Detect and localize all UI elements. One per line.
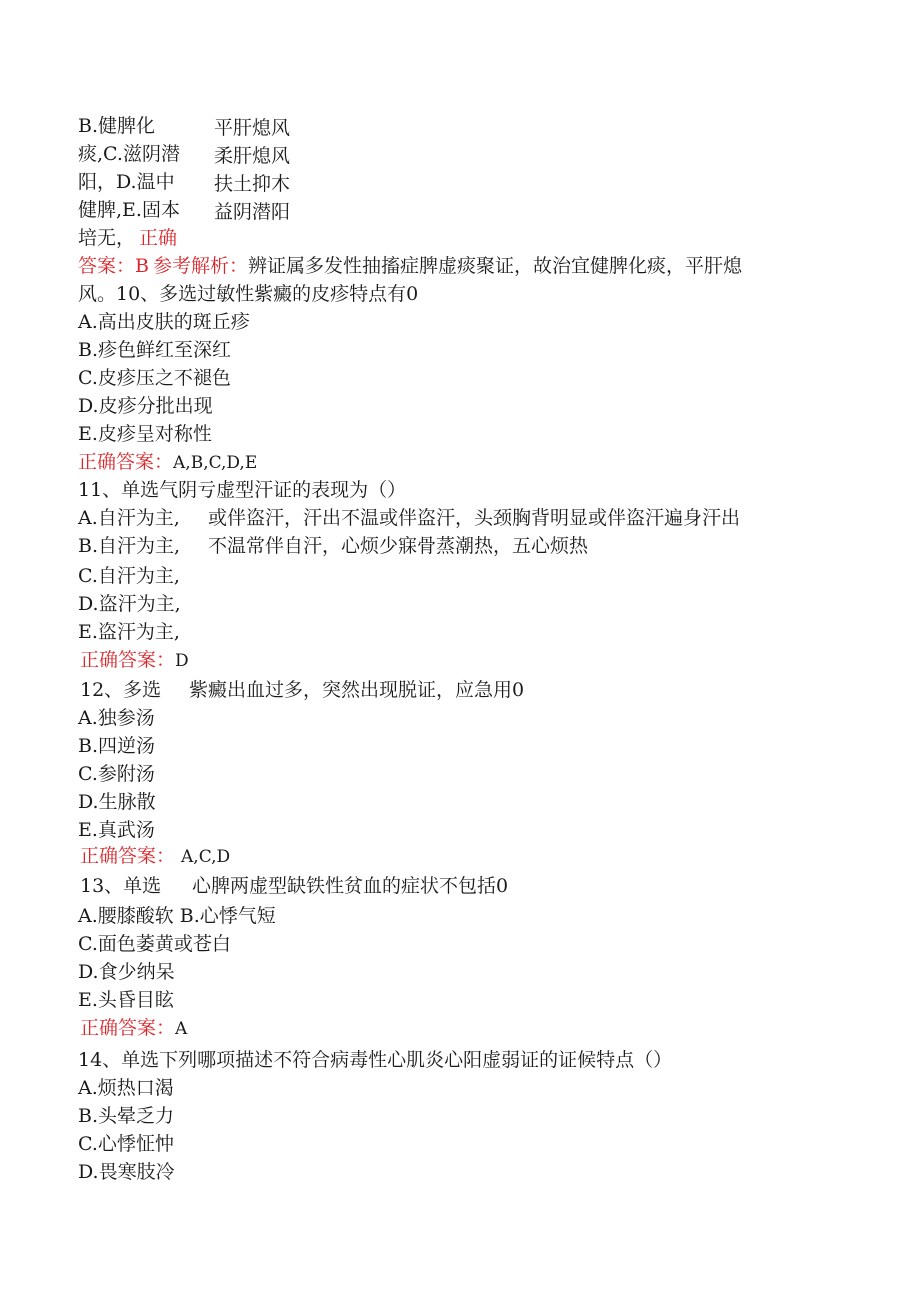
q11-option-b: B.自汗为主, — [78, 535, 181, 557]
q12-title: 紫癜出血过多，突然出现脱证，应急用0 — [189, 679, 525, 701]
q12-option-d: D.生脉散 — [78, 791, 156, 813]
q12-option-a: A.独参汤 — [78, 707, 155, 729]
q10-option-a: A.高出皮肤的斑丘疹 — [78, 311, 250, 333]
q11-option-a-extra: 或伴盗汗，汗出不温或伴盗汗，头颈胸背明显或伴盗汗遍身汗出 — [208, 507, 741, 529]
q10-option-b: B.疹色鲜红至深红 — [78, 339, 232, 361]
q14-option-d: D.畏寒肢冷 — [78, 1161, 175, 1183]
q10-answer-line — [78, 449, 257, 476]
q9-right-line-3: 扶土抑木 — [214, 173, 291, 195]
q9-left-line-3: 阳，D.温中 — [78, 171, 175, 193]
q9-right-line-2: 柔肝熄风 — [214, 145, 291, 167]
q11-title: 11、单选气阴亏虚型汗证的表现为（） — [78, 479, 407, 501]
q13-option-c: C.面色萎黄或苍白 — [78, 933, 231, 955]
q14-option-b: B.头晕乏力 — [78, 1105, 175, 1127]
q9-answer-label: 答案： — [78, 255, 136, 277]
q9-left-text: 培无， — [78, 227, 136, 249]
q11-answer-line — [80, 647, 189, 674]
q9-answer-line — [78, 253, 742, 279]
q12-answer-label: 正确答案： — [80, 845, 176, 867]
q9-right-line-1: 平肝熄风 — [214, 117, 291, 139]
q11-answer-label: 正确答案： — [80, 649, 176, 671]
q9-correct-label: 正确 — [139, 227, 178, 249]
q9-left-line-2: 痰,C.滋阴潜 — [78, 143, 180, 165]
q11-option-c: C.自汗为主, — [78, 565, 180, 587]
q9-right-line-4: 益阴潜阳 — [214, 201, 291, 223]
q12-option-c: C.参附汤 — [78, 763, 155, 785]
q13-answer-label: 正确答案： — [80, 1017, 176, 1039]
q9-analysis-text: 辨证属多发性抽搐症脾虚痰聚证，故治宜健脾化痰，平肝熄 — [248, 255, 743, 277]
q11-option-b-extra: 不温常伴自汗，心烦少寐骨蒸潮热，五心烦热 — [208, 535, 589, 557]
q13-option-e: E.头昏目眩 — [78, 989, 174, 1011]
q12-option-b: B.四逆汤 — [78, 735, 156, 757]
q14-option-a: A.烦热口渴 — [78, 1077, 174, 1099]
q13-number: 13、单选 — [80, 875, 162, 897]
q11-answer-value: D — [175, 651, 189, 671]
q10-answer-label: 正确答案： — [78, 451, 174, 473]
q13-answer-line — [80, 1015, 187, 1042]
q11-option-e: E.盗汗为主, — [78, 621, 180, 643]
q12-answer-line — [80, 843, 230, 870]
q10-answer-value: A,B,C,D,E — [173, 453, 258, 473]
q12-option-e: E.真武汤 — [78, 819, 155, 841]
q10-option-e: E.皮疹呈对称性 — [78, 423, 212, 445]
q9-left-line-5 — [78, 225, 177, 251]
q9-left-line-1: B.健脾化 — [78, 115, 156, 137]
q12-answer-value: A,C,D — [181, 847, 231, 867]
q10-option-d: D.皮疹分批出现 — [78, 395, 213, 417]
q11-option-d: D.盗汗为主, — [78, 593, 181, 615]
q9-analysis-cont: 风。10、多选过敏性紫癜的皮疹特点有0 — [78, 283, 419, 305]
q9-answer-value: B — [135, 255, 149, 277]
q11-option-a: A.自汗为主, — [78, 507, 180, 529]
q13-option-ab: A.腰膝酸软 B.心悸气短 — [78, 905, 276, 927]
q13-answer-value: A — [175, 1019, 188, 1039]
q14-title: 14、单选下列哪项描述不符合病毒性心肌炎心阳虚弱证的证候特点（） — [78, 1049, 673, 1071]
q13-title: 心脾两虚型缺铁性贫血的症状不包括0 — [192, 875, 509, 897]
q9-analysis-label: 参考解析： — [152, 255, 248, 277]
q10-option-c: C.皮疹压之不褪色 — [78, 367, 231, 389]
q14-option-c: C.心悸怔忡 — [78, 1133, 174, 1155]
q13-option-d: D.食少纳呆 — [78, 961, 175, 983]
q12-number: 12、多选 — [80, 679, 162, 701]
q9-left-line-4: 健脾,E.固本 — [78, 199, 180, 221]
